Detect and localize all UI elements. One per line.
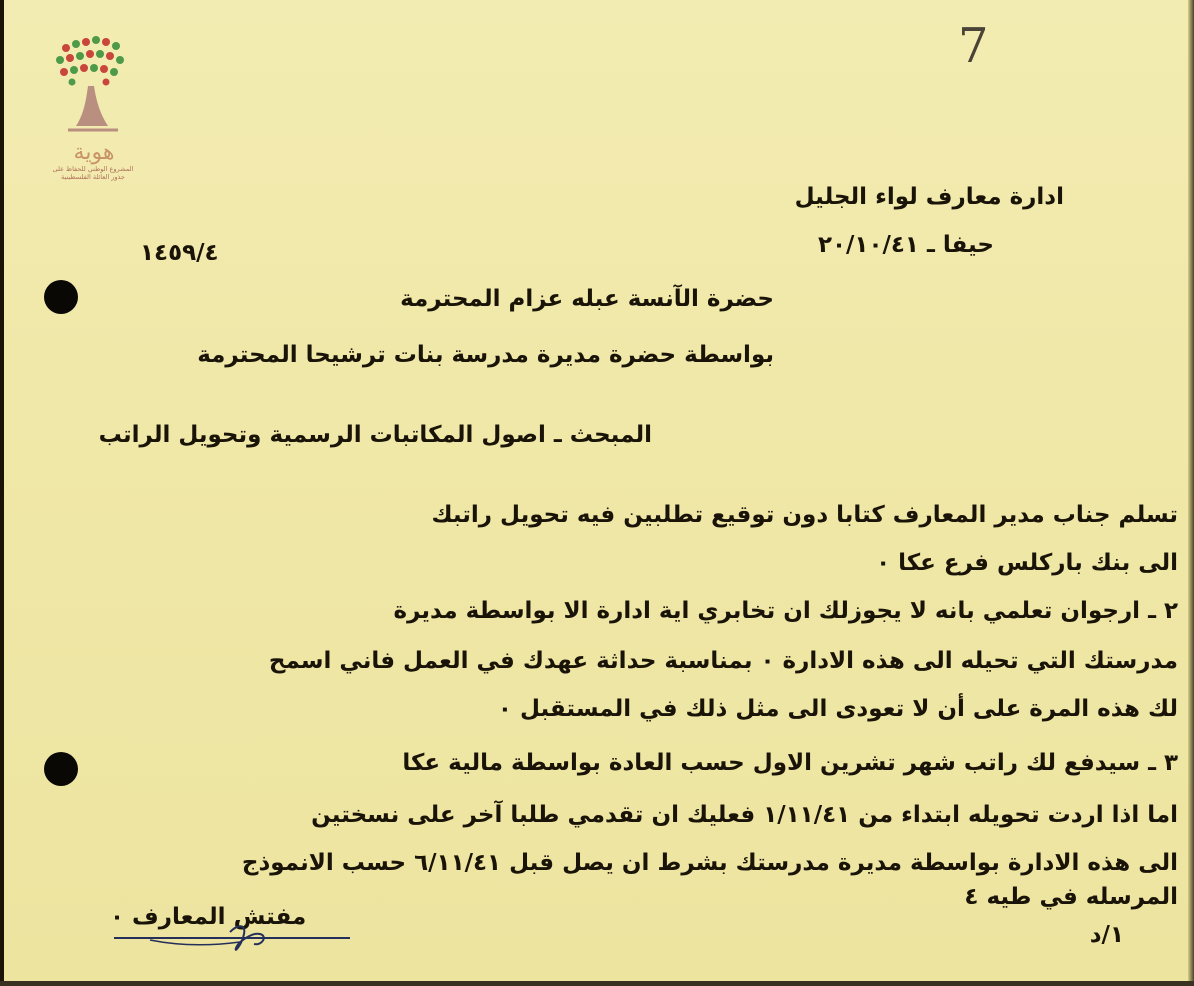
- body-line-9: المرسله في طيه ٤: [964, 884, 1178, 910]
- body-line-2: الى بنك باركلس فرع عكا ٠: [876, 550, 1178, 576]
- addressee-via: بواسطة حضرة مديرة مدرسة بنات ترشيحا المحترمة: [197, 342, 774, 368]
- body-line-5: لك هذه المرة على أن لا تعودى الى مثل ذلك في المستقبل ٠: [497, 696, 1178, 722]
- scan-bottom-edge: [0, 981, 1194, 986]
- hawiyya-logo: [48, 34, 140, 194]
- body-line-6: ٣ ـ سيدفع لك راتب شهر تشرين الاول حسب العادة بواسطة مالية عكا: [402, 750, 1178, 776]
- logo-wordmark: هوية: [73, 140, 115, 165]
- addressee-to: حضرة الآنسة عبله عزام المحترمة: [400, 286, 774, 312]
- body-line-4: مدرستك التي تحيله الى هذه الادارة ٠ بمناسبة حداثة عهدك في العمل فاني اسمح: [268, 648, 1178, 674]
- punch-hole-bottom: [44, 752, 78, 786]
- page-number: 7: [958, 18, 989, 74]
- punch-hole-top: [44, 280, 78, 314]
- reference-number: ١٤٥٩/٤: [140, 240, 219, 266]
- logo-subtitle-2: جذور العائلة الفلسطينية: [61, 173, 125, 181]
- body-line-8: الى هذه الادارة بواسطة مديرة مدرستك بشرط ان يصل قبل ٦/١١/٤١ حسب الانموذج: [241, 850, 1178, 876]
- handwritten-signature: [110, 920, 370, 960]
- tree-icon: [48, 34, 140, 134]
- logo-subtitle-1: المشروع الوطني للحفاظ على: [52, 165, 134, 173]
- subject-line: المبحث ـ اصول المكاتبات الرسمية وتحويل الراتب: [98, 422, 652, 448]
- place-date: حيفا ـ ٢٠/١٠/٤١: [817, 232, 994, 258]
- body-line-3: ٢ ـ ارجوان تعلمي بانه لا يجوزلك ان تخابري اية ادارة الا بواسطة مديرة: [393, 598, 1178, 624]
- scan-right-edge: [1188, 0, 1194, 986]
- office-name: ادارة معارف لواء الجليل: [794, 184, 1064, 210]
- body-line-1: تسلم جناب مدير المعارف كتابا دون توقيع تطلبين فيه تحويل راتبك: [431, 502, 1178, 528]
- tree-trunk: [76, 86, 108, 126]
- tree-crown: [56, 36, 124, 86]
- footer-reference: ١/د: [1089, 922, 1124, 948]
- scan-left-edge: [0, 0, 4, 986]
- body-line-7: اما اذا اردت تحويله ابتداء من ١/١١/٤١ فعليك ان تقدمي طلبا آخر على نسختين: [311, 802, 1178, 828]
- signature-title: مفتش المعارف ٠: [110, 904, 307, 930]
